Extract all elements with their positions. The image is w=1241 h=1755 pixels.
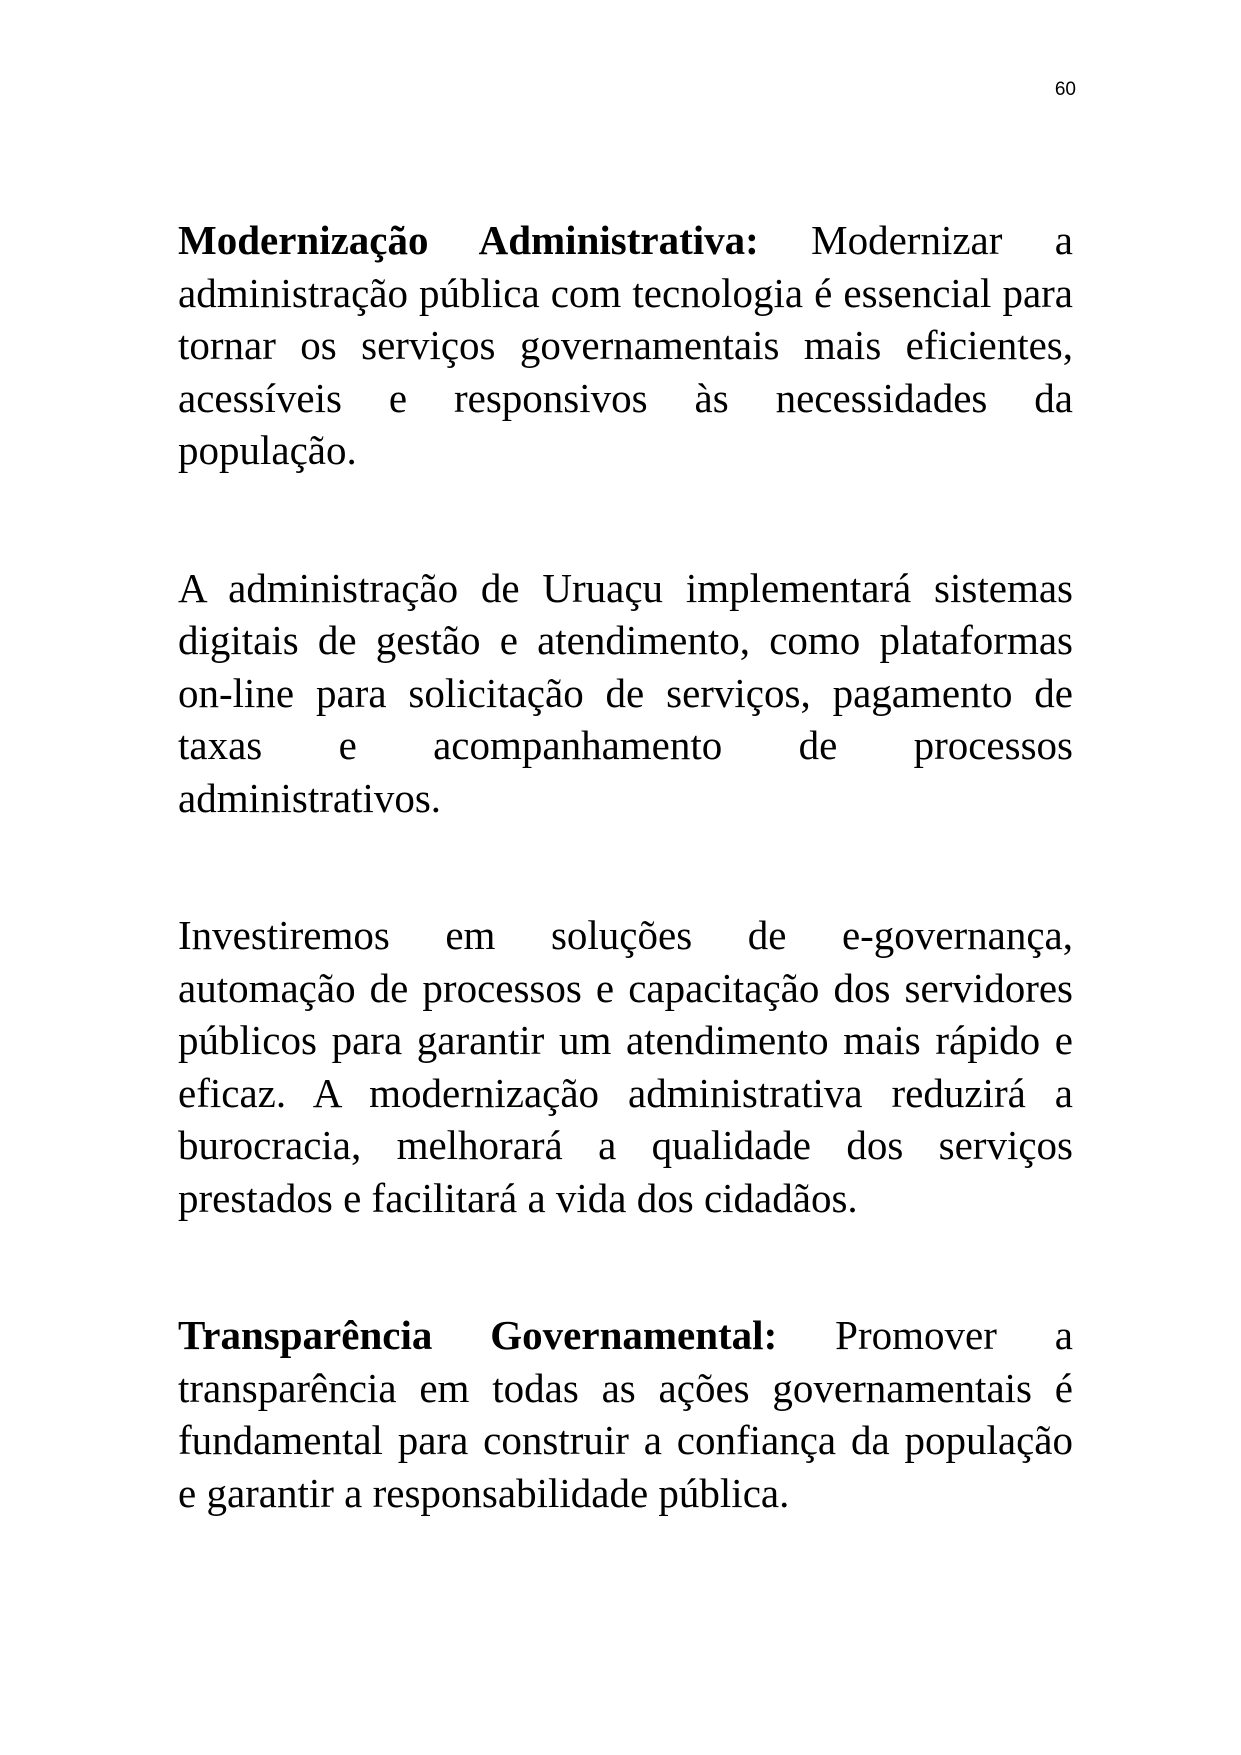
document-body xyxy=(178,214,1073,1519)
paragraph-text: A administração de Uruaçu implementará sistemas digitais de gestão e atendimento, como plataformas on-line para solicitação de serviços, pagamento de taxas e acompanhamento de processos administrativos. xyxy=(178,564,1073,821)
paragraph-text: Promover a transparência em todas as ações governamentais é fundamental para construir a confiança da população e garantir a responsabilidade pública. xyxy=(178,1312,1073,1516)
paragraph-transparencia xyxy=(178,1309,1073,1519)
paragraph-heading: Modernização Administrativa: xyxy=(178,217,759,263)
paragraph-heading: Transparência Governamental: xyxy=(178,1312,778,1358)
paragraph-e-governanca xyxy=(178,909,1073,1224)
paragraph-sistemas-digitais xyxy=(178,562,1073,825)
paragraph-text: Investiremos em soluções de e-governança, automação de processos e capacitação dos servidores públicos para garantir um atendimento mais rápido e eficaz. A modernização administrativa reduzirá a burocracia, melhorará a qualidade dos serviços prestados e facilitará a vida dos cidadãos. xyxy=(178,912,1073,1221)
paragraph-text: Modernizar a administração pública com tecnologia é essencial para tornar os serviços governamentais mais eficientes, acessíveis e responsivos às necessidades da população. xyxy=(178,217,1073,473)
page-number: 60 xyxy=(1054,79,1076,100)
paragraph-modernizacao xyxy=(178,214,1073,477)
